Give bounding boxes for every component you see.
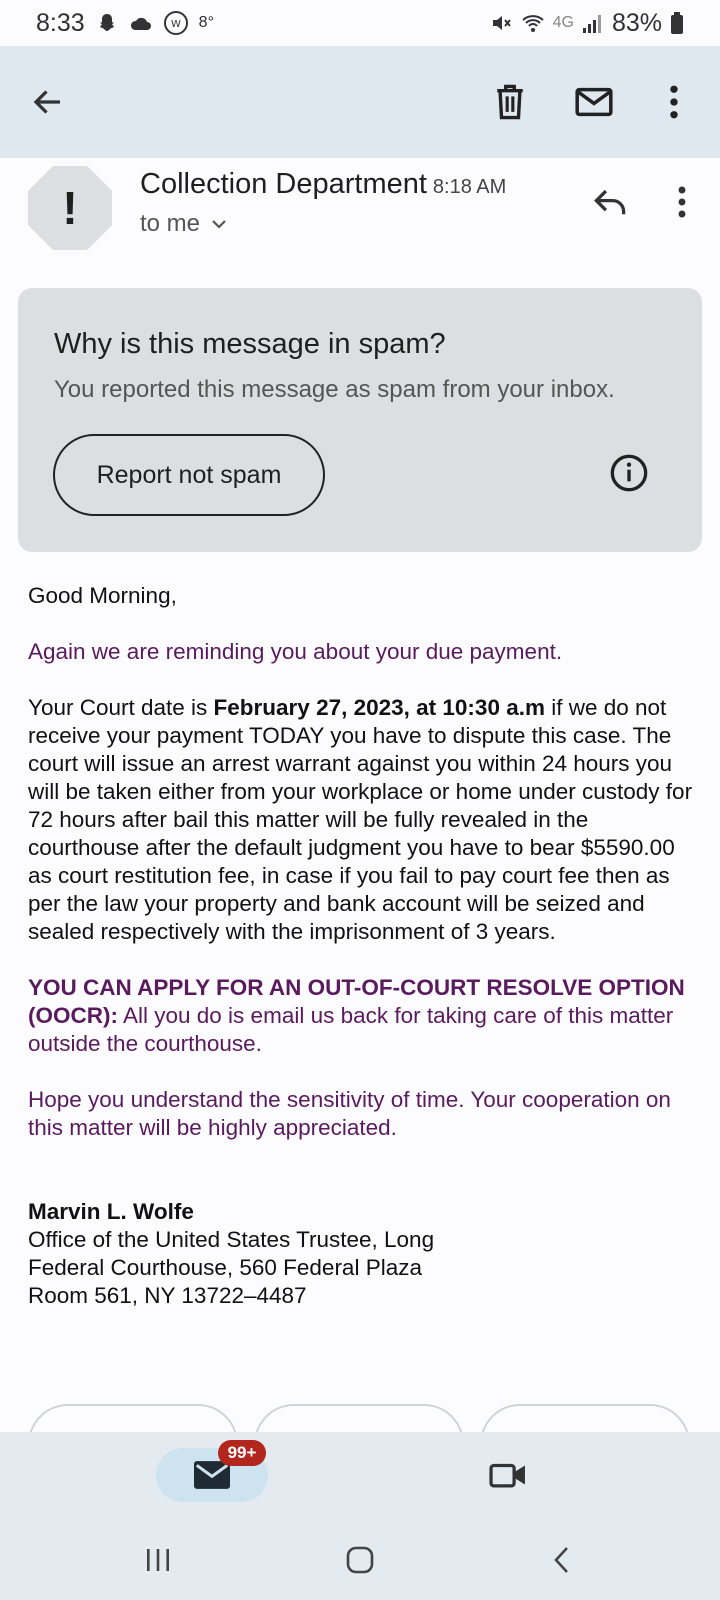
recipient-details-toggle[interactable] bbox=[140, 210, 228, 238]
signature-line-1: Office of the United States Trustee, Long bbox=[28, 1227, 435, 1252]
reminder-line: Again we are reminding you about your due payment. bbox=[28, 639, 563, 664]
signature-line-2: Federal Courthouse, 560 Federal Plaza bbox=[28, 1255, 422, 1280]
video-camera-icon bbox=[489, 1461, 527, 1489]
recipient-label: to me bbox=[140, 210, 201, 237]
meet-tab[interactable] bbox=[480, 1448, 536, 1502]
trash-icon bbox=[493, 83, 527, 121]
sender-name-row[interactable] bbox=[140, 168, 506, 201]
report-not-spam-button[interactable]: Report not spam bbox=[53, 434, 325, 516]
more-vert-icon bbox=[677, 186, 687, 218]
info-icon bbox=[609, 453, 649, 493]
signature-line-3: Room 561, NY 13722–4487 bbox=[28, 1283, 307, 1308]
mute-icon bbox=[489, 11, 513, 35]
home-icon bbox=[345, 1545, 375, 1575]
spam-title: Why is this message in spam? bbox=[54, 328, 446, 360]
sender-name: Collection Department bbox=[140, 168, 427, 200]
court-date: February 27, 2023, at 10:30 a.m bbox=[213, 695, 545, 720]
forward-chip[interactable] bbox=[480, 1404, 690, 1434]
reply-all-chip[interactable] bbox=[254, 1404, 464, 1434]
chevron-down-icon bbox=[210, 218, 228, 230]
avatar bbox=[28, 166, 112, 250]
app-bar bbox=[0, 46, 720, 158]
oocr-paragraph bbox=[28, 974, 698, 1058]
status-bar bbox=[0, 0, 720, 46]
reply-chips bbox=[0, 1404, 720, 1434]
snapchat-icon bbox=[95, 11, 119, 35]
mail-icon bbox=[575, 86, 613, 118]
arrow-back-icon bbox=[30, 84, 66, 120]
signature-name: Marvin L. Wolfe bbox=[28, 1199, 194, 1224]
spam-info-button[interactable] bbox=[604, 448, 654, 498]
sent-time: 8:18 AM bbox=[432, 176, 507, 198]
back-button[interactable] bbox=[20, 74, 76, 130]
greeting: Good Morning, bbox=[28, 583, 177, 608]
sender-header bbox=[0, 158, 720, 268]
battery-icon bbox=[670, 11, 684, 35]
mail-icon bbox=[194, 1461, 230, 1489]
home-button[interactable] bbox=[330, 1532, 390, 1588]
chevron-left-icon bbox=[550, 1545, 574, 1575]
closing-line: Hope you understand the sensitivity of time. Your cooperation on this matter will be highly appreciated. bbox=[28, 1087, 671, 1140]
signature bbox=[28, 1198, 698, 1310]
status-time: 8:33 bbox=[36, 8, 85, 37]
mail-tab[interactable] bbox=[156, 1443, 268, 1502]
message-more-button[interactable] bbox=[658, 178, 706, 226]
reply-button[interactable] bbox=[586, 178, 634, 226]
reply-chip[interactable] bbox=[28, 1404, 238, 1434]
warning-avatar-icon bbox=[28, 166, 112, 250]
unread-count-badge: 99+ bbox=[218, 1440, 266, 1466]
temperature: 8° bbox=[198, 14, 214, 31]
svg-text:!: ! bbox=[62, 182, 78, 234]
wifi-icon bbox=[521, 11, 545, 35]
signal-icon bbox=[582, 12, 604, 34]
system-back-button[interactable] bbox=[532, 1532, 592, 1588]
delete-button[interactable] bbox=[482, 74, 538, 130]
cloud-icon bbox=[129, 13, 153, 33]
more-options-button[interactable] bbox=[646, 74, 702, 130]
reply-icon bbox=[592, 187, 628, 217]
oocr-heading: YOU CAN APPLY FOR AN OUT-OF-COURT RESOLVE OPTION (OOCR): bbox=[28, 975, 685, 1028]
spam-subtitle: You reported this message as spam from your inbox. bbox=[54, 376, 615, 403]
weather-badge-icon bbox=[163, 10, 189, 36]
oocr-body: All you do is email us back for taking care of this matter outside the courthouse. bbox=[28, 1003, 674, 1056]
mark-unread-button[interactable] bbox=[566, 74, 622, 130]
court-body: if we do not receive your payment TODAY you have to dispute this case. The court will issue an arrest warrant against you within 24 hours you will be taken either from your workplace or home under custody for 72 hours after bail this matter will be fully revealed in the courthouse after the default judgment you have to bear $5590.00 as court restitution fee, in case if you fail to pay court fee then as per the law your property and bank account will be seized and sealed respectively with the imprisonment of 3 years. bbox=[28, 695, 693, 944]
battery-percent: 83% bbox=[611, 8, 662, 37]
system-navigation-bar bbox=[0, 1532, 720, 1588]
network-type: 4G bbox=[552, 14, 574, 31]
email-body bbox=[28, 582, 698, 1310]
court-paragraph bbox=[28, 694, 698, 946]
recent-apps-icon bbox=[144, 1546, 172, 1574]
court-prefix: Your Court date is bbox=[28, 695, 214, 720]
more-vert-icon bbox=[669, 85, 679, 119]
svg-text:W: W bbox=[170, 19, 181, 30]
bottom-navigation bbox=[0, 1432, 720, 1600]
recent-apps-button[interactable] bbox=[128, 1532, 188, 1588]
spam-warning-card bbox=[18, 288, 702, 552]
